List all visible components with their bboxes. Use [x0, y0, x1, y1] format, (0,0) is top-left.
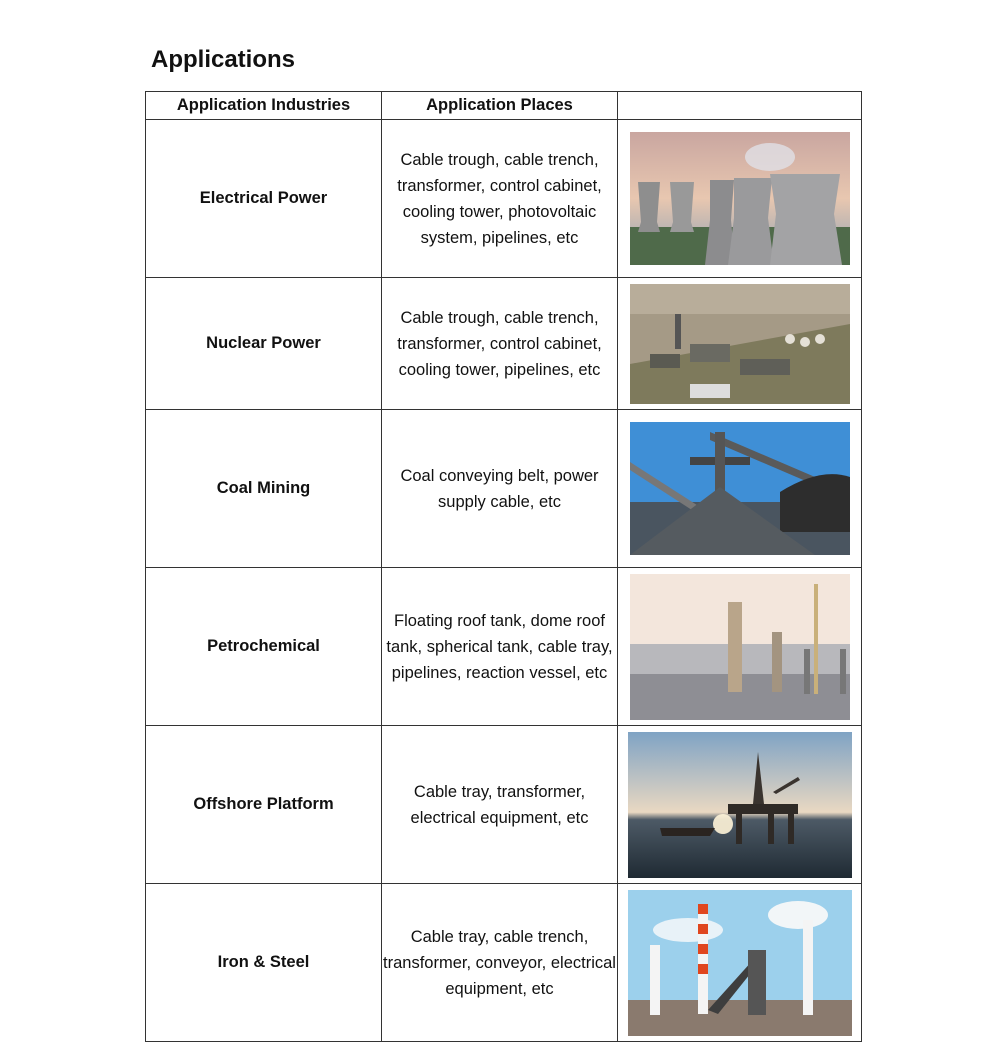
- table-row: [146, 726, 862, 884]
- industry-cell: Petrochemical: [146, 568, 382, 726]
- cooling-towers-photo: [630, 132, 850, 265]
- places-cell: Cable trough, cable trench, transformer, control cabinet, cooling tower, photovoltaic system, pipelines, etc: [382, 120, 618, 278]
- steel-mill-chimneys-photo: [628, 890, 852, 1036]
- table-header-row: [146, 92, 862, 120]
- header-places: Application Places: [382, 92, 618, 120]
- places-cell: Floating roof tank, dome roof tank, spherical tank, cable tray, pipelines, reaction vessel, etc: [382, 568, 618, 726]
- applications-table: [145, 91, 862, 1042]
- places-cell: Cable tray, transformer, electrical equipment, etc: [382, 726, 618, 884]
- table-row: [146, 568, 862, 726]
- table-row: [146, 120, 862, 278]
- page-title: Applications: [151, 46, 296, 73]
- places-cell: Cable trough, cable trench, transformer, control cabinet, cooling tower, pipelines, etc: [382, 278, 618, 410]
- industry-cell: Coal Mining: [146, 410, 382, 568]
- industry-cell: Electrical Power: [146, 120, 382, 278]
- places-cell: Coal conveying belt, power supply cable, etc: [382, 410, 618, 568]
- header-industries: Application Industries: [146, 92, 382, 120]
- table-row: [146, 884, 862, 1042]
- image-cell: [618, 278, 862, 410]
- offshore-rig-photo: [628, 732, 852, 878]
- image-cell: [618, 410, 862, 568]
- coal-conveyor-photo: [630, 422, 850, 555]
- image-cell: [618, 884, 862, 1042]
- industry-cell: Nuclear Power: [146, 278, 382, 410]
- image-cell: [618, 120, 862, 278]
- industry-cell: Offshore Platform: [146, 726, 382, 884]
- refinery-photo: [630, 574, 850, 720]
- table-row: [146, 278, 862, 410]
- industrial-plant-aerial-photo: [630, 284, 850, 404]
- table-row: [146, 410, 862, 568]
- header-image: [618, 92, 862, 120]
- industry-cell: Iron & Steel: [146, 884, 382, 1042]
- image-cell: [618, 568, 862, 726]
- image-cell: [618, 726, 862, 884]
- places-cell: Cable tray, cable trench, transformer, conveyor, electrical equipment, etc: [382, 884, 618, 1042]
